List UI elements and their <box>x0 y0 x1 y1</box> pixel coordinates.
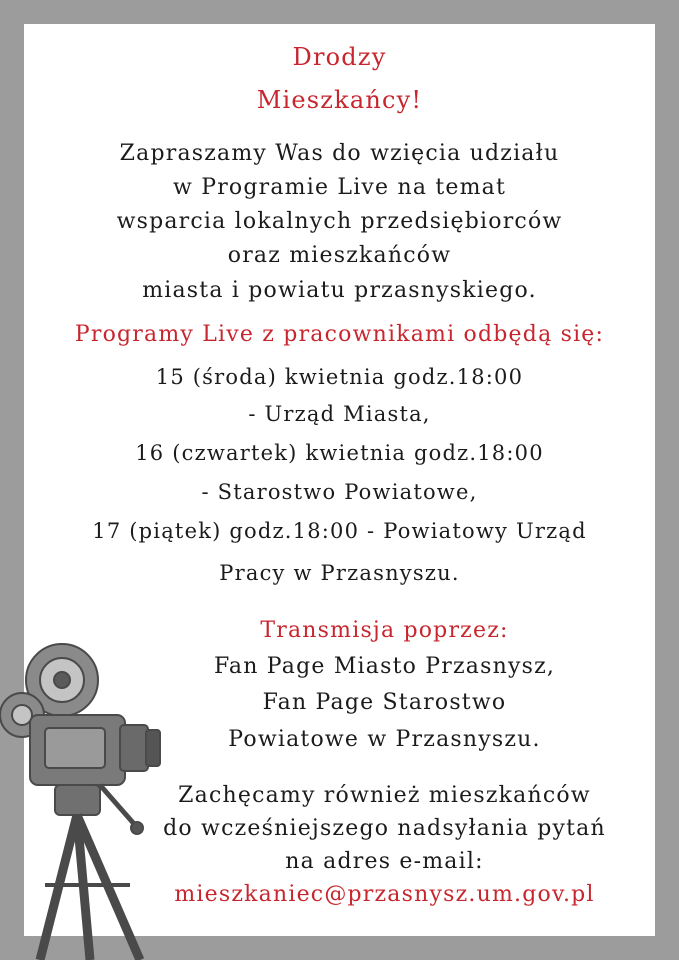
schedule-line: 16 (czwartek) kwietnia godz.18:00 <box>135 441 544 465</box>
schedule-line: 15 (środa) kwietnia godz.18:00 <box>155 365 524 389</box>
intro-line: w Programie Live na temat <box>172 175 507 200</box>
greeting-line-2: Mieszkańcy! <box>256 86 423 114</box>
transmission-line: Fan Page Starostwo <box>262 690 507 715</box>
encourage-line: do wcześniejszego nadsyłania pytań <box>163 816 606 841</box>
schedule-heading: Programy Live z pracownikami odbędą się: <box>74 322 605 347</box>
encourage-line: na adres e-mail: <box>285 849 484 874</box>
transmission-line: Powiatowe w Przasnyszu. <box>228 727 541 752</box>
schedule-line: 17 (piątek) godz.18:00 - Powiatowy Urząd <box>92 519 587 543</box>
encourage-line: Zachęcamy również mieszkańców <box>178 783 591 808</box>
schedule-line: - Starostwo Powiatowe, <box>201 480 478 504</box>
intro-line: Zapraszamy Was do wzięcia udziału <box>119 141 560 166</box>
greeting-line-1: Drodzy <box>292 43 387 71</box>
email-link[interactable]: mieszkaniec@przasnysz.um.gov.pl <box>174 882 595 907</box>
schedule-line: Pracy w Przasnyszu. <box>219 561 460 585</box>
intro-line: wsparcia lokalnych przedsiębiorców <box>116 209 563 234</box>
schedule-line: - Urząd Miasta, <box>248 402 431 426</box>
transmission-line: Fan Page Miasto Przasnysz, <box>213 654 556 679</box>
transmission-heading: Transmisja poprzez: <box>260 618 509 643</box>
intro-line: oraz mieszkańców <box>227 243 452 268</box>
intro-line: miasta i powiatu przasnyskiego. <box>142 278 537 303</box>
